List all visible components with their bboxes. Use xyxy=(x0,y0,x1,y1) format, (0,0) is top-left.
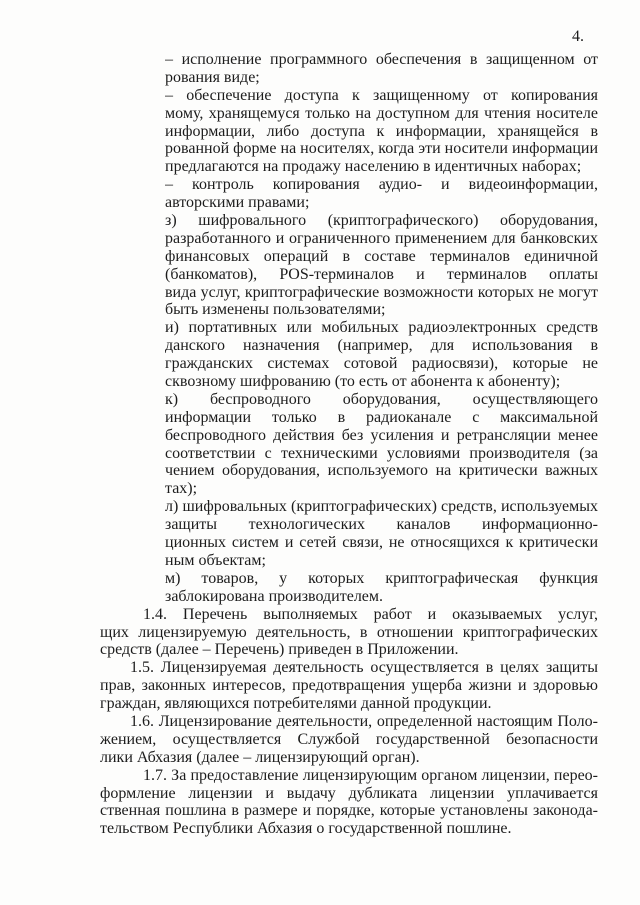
text-line: информации только в радиоканале с максимальной xyxy=(165,408,598,426)
paragraph xyxy=(0,498,640,570)
text-line: сквозному шифрованию (то есть от абонента к абоненту); xyxy=(165,373,561,391)
text-line: формление лицензии и выдачу дубликата лицензии уплачивается xyxy=(100,784,598,802)
text-line: 1.4. Перечень выполняемых работ и оказываемых услуг, xyxy=(143,605,598,623)
text-line: л) шифровальных (криптографических) средств, используемых xyxy=(165,498,598,516)
document-body xyxy=(0,51,640,838)
paragraph xyxy=(0,767,640,839)
text-line: щих лицензируемую деятельность, в отношении криптографических xyxy=(100,623,598,641)
text-line: защиты технологических каналов информационно- xyxy=(165,516,598,534)
paragraph xyxy=(0,87,640,176)
text-line: (банкоматов), POS-терминалов и терминалов оплаты xyxy=(165,265,598,283)
text-line: з) шифровального (криптографического) оборудования, xyxy=(165,212,598,230)
text-line: предлагаются на продажу населению в идентичных наборах; xyxy=(165,158,582,176)
text-line: беспроводного действия без усиления и ретрансляции менее xyxy=(165,426,598,444)
paragraph xyxy=(0,212,640,319)
paragraph xyxy=(0,659,640,713)
text-line: мому, хранящемуся только на доступном для чтения носителе xyxy=(165,104,598,122)
text-line: финансовых операций в составе терминалов единичной xyxy=(165,247,598,265)
text-line: и) портативных или мобильных радиоэлектронных средств xyxy=(165,319,598,337)
text-line: средств (далее – Перечень) приведен в Приложении. xyxy=(100,641,459,659)
text-line: ным объектам; xyxy=(165,551,266,569)
text-line: 1.5. Лицензируемая деятельность осуществляется в целях защиты xyxy=(130,659,598,677)
text-line: к) беспроводного оборудования, осуществляющего xyxy=(165,390,598,408)
text-line: гражданских системах сотовой радиосвязи), которые не xyxy=(165,355,598,373)
text-line: рованной форме на носителях, когда эти носители информации xyxy=(165,140,598,158)
text-line: жением, осуществляется Службой государственной безопасности xyxy=(100,730,598,748)
paragraph xyxy=(0,570,640,606)
text-line: тах); xyxy=(165,480,198,498)
text-line: чением оборудования, используемого на критически важных xyxy=(165,462,598,480)
text-line: авторскими правами; xyxy=(165,194,310,212)
text-line: информации, либо доступа к информации, хранящейся в xyxy=(165,122,598,140)
text-line: – исполнение программного обеспечения в защищенном от xyxy=(165,51,598,68)
text-line: разработанного и ограниченного применением для банковских xyxy=(165,229,598,247)
text-line: быть изменены пользователями; xyxy=(165,301,386,319)
text-line: заблокирована производителем. xyxy=(165,587,384,605)
paragraph xyxy=(0,51,640,87)
text-line: – обеспечение доступа к защищенному от копирования xyxy=(165,86,598,104)
text-line: тельством Республики Абхазия о государственной пошлине. xyxy=(100,820,512,838)
paragraph xyxy=(0,391,640,498)
paragraph xyxy=(0,606,640,660)
text-line: м) товаров, у которых криптографическая функция xyxy=(165,569,598,587)
text-line: вида услуг, криптографические возможности которых не могут xyxy=(165,283,598,301)
text-line: соответствии с техническими условиями производителя (за xyxy=(165,444,598,462)
text-line: данского назначения (например, для использования в xyxy=(165,337,598,355)
text-line: 1.7. За предоставление лицензирующим органом лицензии, перео- xyxy=(143,766,598,784)
paragraph xyxy=(0,713,640,767)
text-line: лики Абхазия (далее – лицензирующий орган). xyxy=(100,748,420,766)
text-line: граждан, являющихся потребителями данной продукции. xyxy=(100,695,492,713)
text-line: ственная пошлина в размере и порядке, которые установлены законода- xyxy=(100,802,598,820)
paragraph xyxy=(0,176,640,212)
text-line: 1.6. Лицензирование деятельности, определенной настоящим Поло- xyxy=(130,712,598,730)
text-line: прав, законных интересов, предотвращения ущерба жизни и здоровью xyxy=(100,677,598,695)
text-line: рования виде; xyxy=(165,68,260,86)
text-line: – контроль копирования аудио- и видеоинформации, xyxy=(165,176,598,194)
text-line: ционных систем и сетей связи, не относящихся к критически xyxy=(165,534,598,552)
paragraph xyxy=(0,319,640,391)
page-number: 4. xyxy=(572,28,584,45)
